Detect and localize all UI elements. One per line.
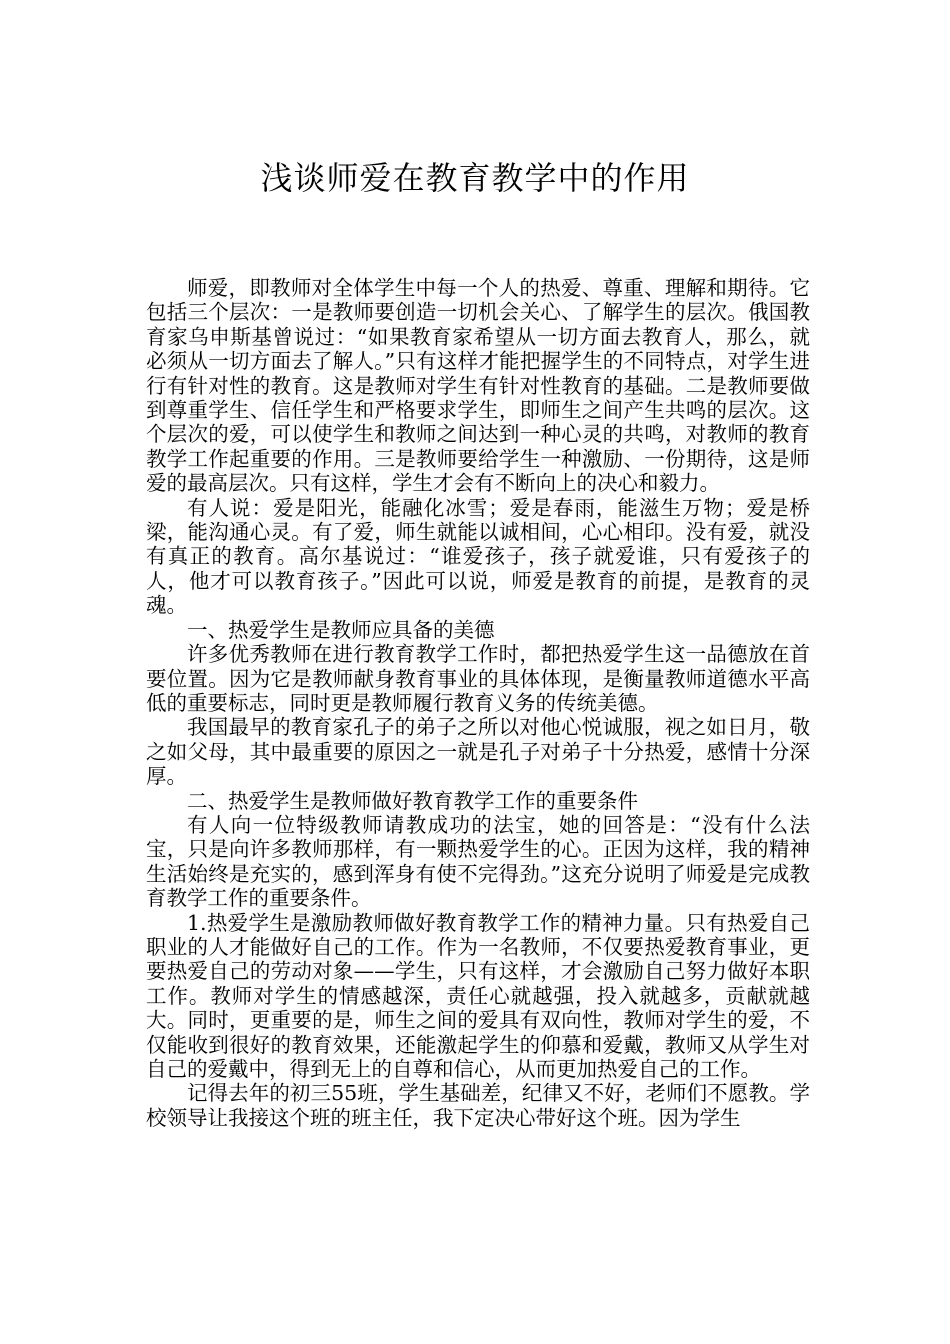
paragraph: 师爱，即教师对全体学生中每一个人的热爱、尊重、理解和期待。它包括三个层次：一是教师要创造一切机会关心、了解学生的层次。俄国教育家乌申斯基曾说过：“如果教育家希望从一切方面去教育人，那么，就必须从一切方面去了解人。”只有这样才能把握学生的不同特点，对学生进行有针对性的教育。这是教师对学生有针对性教育的基础。二是教师要做到尊重学生、信任学生和严格要求学生，即师生之间产生共鸣的层次。这个层次的爱，可以使学生和教师之间达到一种心灵的共鸣，对教师的教育教学工作起重要的作用。三是教师要给学生一种激励、一份期待，这是师爱的最高层次。只有这样，学生才会有不断向上的决心和毅力。 — [146, 276, 810, 496]
paragraph: 我国最早的教育家孔子的弟子之所以对他心悦诚服，视之如日月，敬之如父母，其中最重要的原因之一就是孔子对弟子十分热爱，感情十分深厚。 — [146, 715, 810, 789]
paragraph: 记得去年的初三55班，学生基础差，纪律又不好，老师们不愿教。学校领导让我接这个班的班主任，我下定决心带好这个班。因为学生 — [146, 1081, 810, 1130]
document-body — [146, 276, 810, 1130]
paragraph: 1.热爱学生是激励教师做好教育教学工作的精神力量。只有热爱自己职业的人才能做好自己的工作。作为一名教师，不仅要热爱教育事业，更要热爱自己的劳动对象——学生，只有这样，才会激励自己努力做好本职工作。教师对学生的情感越深，责任心就越强，投入就越多，贡献就越大。同时，更重要的是，师生之间的爱具有双向性，教师对学生的爱，不仅能收到很好的教育效果，还能激起学生的仰慕和爱戴，教师又从学生对自己的爱戴中，得到无上的自尊和信心，从而更加热爱自己的工作。 — [146, 910, 810, 1081]
document-title: 浅谈师爱在教育教学中的作用 — [260, 159, 690, 197]
paragraph: 许多优秀教师在进行教育教学工作时，都把热爱学生这一品德放在首要位置。因为它是教师献身教育事业的具体体现，是衡量教师道德水平高低的重要标志，同时更是教师履行教育义务的传统美德。 — [146, 642, 810, 715]
paragraph: 有人说：爱是阳光，能融化冰雪；爱是春雨，能滋生万物；爱是桥梁，能沟通心灵。有了爱，师生就能以诚相间，心心相印。没有爱，就没有真正的教育。高尔基说过：“谁爱孩子，孩子就爱谁，只有爱孩子的人，他才可以教育孩子。”因此可以说，师爱是教育的前提，是教育的灵魂。 — [146, 495, 810, 618]
section-heading: 一、热爱学生是教师应具备的美德 — [187, 617, 495, 642]
section-heading: 二、热爱学生是教师做好教育教学工作的重要条件 — [187, 788, 638, 813]
paragraph: 有人向一位特级教师请教成功的法宝，她的回答是：“没有什么法宝，只是向许多教师那样，有一颗热爱学生的心。正因为这样，我的精神生活始终是充实的，感到浑身有使不完得劲。”这充分说明了师爱是完成教育教学工作的重要条件。 — [146, 812, 810, 911]
